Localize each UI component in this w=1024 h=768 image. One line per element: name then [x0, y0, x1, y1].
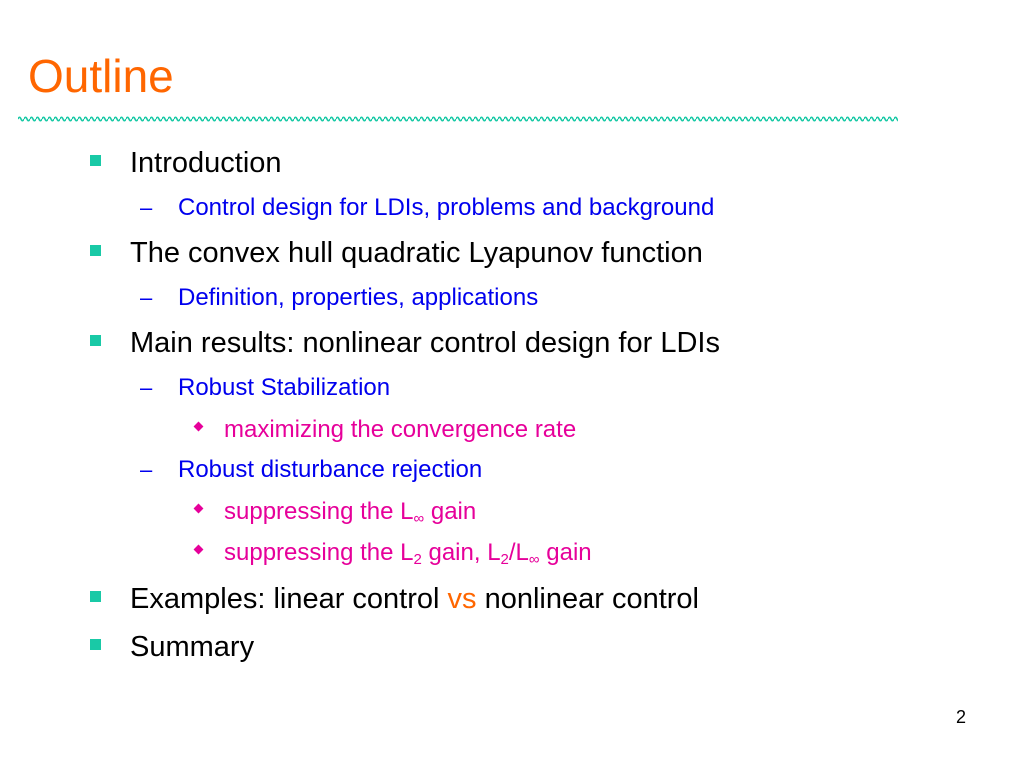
text-part: suppressing the L: [224, 539, 414, 566]
slide-title: Outline: [28, 50, 174, 102]
item-text: Introduction: [130, 147, 282, 179]
text-part: Examples: linear control: [130, 583, 448, 615]
item-text: Main results: nonlinear control design for LDIs: [130, 327, 720, 359]
outline-item-summary: [90, 630, 254, 664]
outline-subitem-control-design: [140, 194, 714, 222]
page-number: 2: [955, 707, 966, 727]
item-text: Control design for LDIs, problems and background: [178, 194, 715, 221]
outline-subsubitem-l2-gain: [192, 539, 592, 567]
outline-item-main-results: [90, 326, 720, 360]
title-divider: [18, 115, 898, 123]
item-text: Robust Stabilization: [178, 374, 391, 401]
outline-item-examples: [90, 582, 699, 616]
outline-subitem-definition: [140, 284, 538, 312]
outline-subitem-disturbance-rejection: [140, 456, 482, 484]
dash-bullet-icon: –: [140, 375, 153, 400]
diamond-bullet-icon: [194, 545, 204, 555]
item-text: Robust disturbance rejection: [178, 456, 483, 483]
square-bullet-icon: [90, 155, 101, 166]
subscript: 2: [500, 551, 509, 568]
square-bullet-icon: [90, 639, 101, 650]
diamond-bullet-icon: [194, 504, 204, 514]
item-text: The convex hull quadratic Lyapunov function: [130, 237, 703, 269]
outline-subsubitem-convergence-rate: [192, 416, 576, 444]
outline-item-convex-hull: [90, 236, 703, 270]
outline-subsubitem-linf-gain: [192, 498, 476, 526]
subscript: ∞: [528, 551, 540, 568]
square-bullet-icon: [90, 591, 101, 602]
diamond-bullet-icon: [194, 422, 204, 432]
subscript: 2: [413, 551, 422, 568]
outline-subitem-robust-stabilization: [140, 374, 390, 402]
item-text: [224, 498, 476, 525]
text-part: gain, L: [421, 539, 501, 566]
dash-bullet-icon: –: [140, 457, 153, 482]
text-part: gain: [539, 539, 592, 566]
item-text: Definition, properties, applications: [178, 284, 539, 311]
vs-highlight: vs: [447, 583, 477, 615]
square-bullet-icon: [90, 335, 101, 346]
dash-bullet-icon: –: [140, 285, 153, 310]
text-part: suppressing the L: [224, 498, 414, 525]
item-text: [224, 539, 592, 566]
text-part: /L: [508, 539, 529, 566]
text-part: gain: [424, 498, 477, 525]
subscript: ∞: [413, 510, 425, 527]
item-text: maximizing the convergence rate: [224, 416, 577, 443]
square-bullet-icon: [90, 245, 101, 256]
item-text: [130, 583, 699, 615]
text-part: nonlinear control: [476, 583, 700, 615]
dash-bullet-icon: –: [140, 195, 153, 220]
item-text: Summary: [130, 631, 255, 663]
outline-item-introduction: [90, 146, 282, 180]
